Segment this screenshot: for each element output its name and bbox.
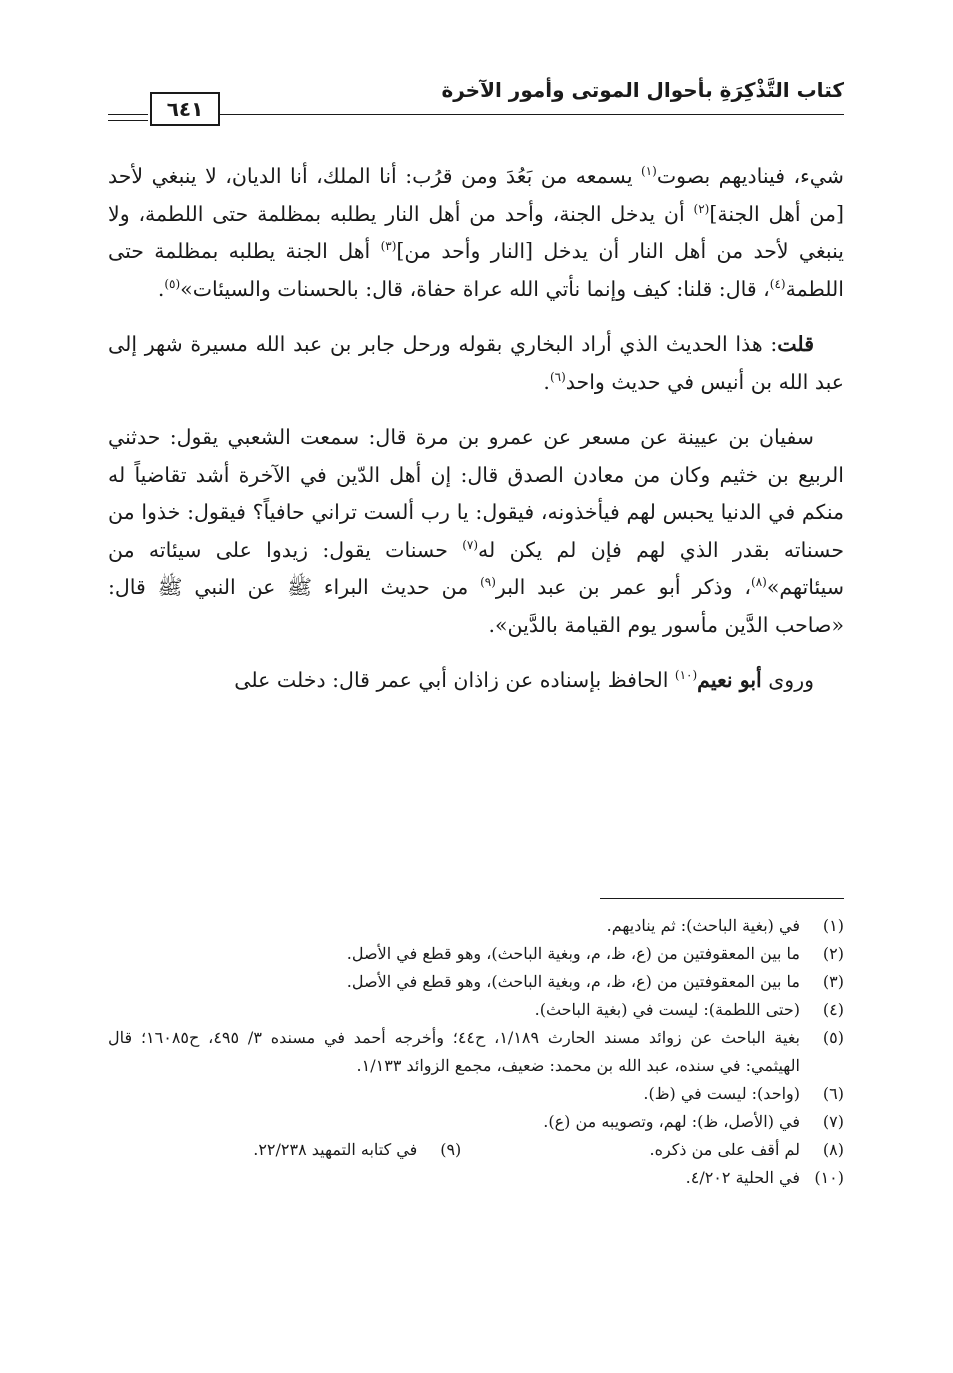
- footnote-ref-8[interactable]: (٨): [751, 575, 767, 590]
- footnote-number: (٢): [822, 944, 844, 963]
- main-text: [108, 158, 844, 718]
- footnote-ref-2[interactable]: (٢): [693, 201, 710, 216]
- footnote-row-8-9: [108, 1136, 844, 1164]
- footnote-9: [253, 1136, 461, 1164]
- footnote-number: (٨): [822, 1140, 844, 1159]
- footnote-3: [108, 968, 844, 996]
- footnote-number: (٤): [822, 1000, 844, 1019]
- text-run: سفيان بن عيينة عن مسعر عن عمرو بن مرة قال: سمعت الشعبي يقول: حدثني الربيع بن خثيم وكان من معادن الصدق قال: إن أهل الدّين في الآخرة أشد تقاضياً له منكم في الدنيا يحبس لهم فيأخذونه، فيقول: يا رب ألست تراني حافياً؟ فيقول: خذوا من حسناته بقدر الذي لهم فإن لم يكن له: [108, 425, 845, 562]
- footnote-2: [108, 940, 844, 968]
- footnotes: [108, 912, 844, 1192]
- text-run: حسنات يقول: زيدوا على سيئاته من سيئاتهم»: [108, 537, 844, 599]
- text-run: يسمعه من بَعُدَ ومن قرُب: أنا الملك، أنا الديان، لا ينبغي لأحد [من أهل الجنة]: [108, 164, 845, 226]
- footnote-text: ما بين المعقوفتين من (ع، ظ، م، وبغية الباحث)، وهو قطع في الأصل.: [346, 944, 800, 963]
- footnote-number: (٦): [822, 1084, 844, 1103]
- text-run: من حديث البراء ﷺ عن النبي ﷺ قال: «صاحب الدَّين مأسور يوم القيامة بالدَّين».: [108, 575, 844, 637]
- footnote-text: في (الأصل، ظ): لهم، وتصويبه من (ع).: [543, 1112, 800, 1131]
- header-rule-left-double: [108, 120, 148, 121]
- footnote-text: (حتى اللطمة): ليست في (بغية الباحث).: [534, 1000, 800, 1019]
- book-title: كتاب التَّذْكِرَةِ بأحوال الموتى وأمور الآخرة: [441, 78, 844, 102]
- text-run: ، وذكر أبو عمر بن عبد البر: [495, 575, 752, 599]
- footnote-ref-7[interactable]: (٧): [462, 537, 479, 552]
- text-run: وروى: [761, 668, 814, 692]
- text-run: .: [543, 369, 550, 394]
- footnote-10: [108, 1164, 844, 1192]
- paragraph-1: [108, 158, 844, 308]
- footnote-6: [108, 1080, 844, 1108]
- text-run: شيء، فيناديهم بصوت: [656, 164, 844, 188]
- footnote-number: (٣): [822, 972, 844, 991]
- paragraph-2: [108, 326, 844, 401]
- footnote-number: (٧): [822, 1112, 844, 1131]
- footnote-number: (٥): [822, 1028, 844, 1047]
- footnote-8: [461, 1136, 844, 1164]
- footnote-ref-6[interactable]: (٦): [549, 369, 566, 384]
- footnote-text: (واحد): ليست في (ظ).: [643, 1084, 800, 1103]
- text-run: .: [157, 276, 165, 301]
- footnote-text: بغية الباحث عن زوائد مسند الحارث ١/١٨٩، ح٤٤؛ وأخرجه أحمد في مسنده ٣/ ٤٩٥، ح١٦٠٨٥؛ قال الهيثمي: في سنده، عبد الله بن محمد: ضعيف، مجمع الزوائد ١/١٣٣.: [108, 1028, 801, 1075]
- footnote-text: في (بغية الباحث): ثم يناديهم.: [606, 916, 800, 935]
- text-run: : هذا الحديث الذي أراد البخاري بقوله ورحل جابر بن عبد الله مسيرة شهر إلى عبد الله بن أنيس في حديث واحد: [108, 332, 844, 394]
- footnote-separator: [600, 898, 844, 899]
- header-rule: [220, 114, 844, 115]
- footnote-text: لم أقف على من ذكره.: [649, 1140, 800, 1159]
- footnote-7: [108, 1108, 844, 1136]
- text-run: ، قال: قلنا: كيف وإنما نأتي الله عراة حفاة، قال: بالحسنات والسيئات»: [180, 276, 770, 301]
- page-number: ٦٤١: [150, 92, 220, 126]
- text-run: الحافظ بإسناده عن زاذان أبي عمر قال: دخلت على: [234, 668, 675, 692]
- footnote-ref-10[interactable]: (١٠): [674, 668, 698, 683]
- footnote-ref-4[interactable]: (٤): [769, 276, 786, 291]
- text-run: أن يدخل الجنة، وأحد من أهل النار يطلبه بمظلمة حتى اللطمة، ولا ينبغي لأحد من أهل النار أن يدخل [النار وأحد من]: [108, 201, 844, 263]
- running-header: [108, 70, 844, 126]
- footnote-4: [108, 996, 844, 1024]
- qultu-marker: قلت: [777, 332, 814, 356]
- text-run: أهل الجنة يطلبه بمظلمة حتى اللطمة: [108, 239, 844, 301]
- footnote-text: في كتابه التمهيد ٢٢/٢٣٨.: [253, 1140, 418, 1159]
- footnote-ref-5[interactable]: (٥): [164, 276, 181, 291]
- footnote-number: (٩): [440, 1140, 462, 1159]
- footnote-number: (١٠): [814, 1168, 844, 1187]
- footnote-text: في الحلية ٤/٢٠٢.: [685, 1168, 800, 1187]
- paragraph-4: [108, 662, 844, 700]
- footnote-ref-9[interactable]: (٩): [480, 575, 496, 590]
- footnote-ref-3[interactable]: (٣): [380, 239, 397, 254]
- name-abu-nuaym: أبو نعيم: [697, 668, 762, 692]
- footnote-5: [108, 1024, 844, 1080]
- footnote-ref-1[interactable]: (١): [640, 164, 657, 179]
- paragraph-3: [108, 419, 844, 644]
- footnote-number: (١): [822, 916, 844, 935]
- footnote-1: [108, 912, 844, 940]
- footnote-text: ما بين المعقوفتين من (ع، ظ، م، وبغية الباحث)، وهو قطع في الأصل.: [346, 972, 800, 991]
- header-rule-left: [108, 114, 148, 115]
